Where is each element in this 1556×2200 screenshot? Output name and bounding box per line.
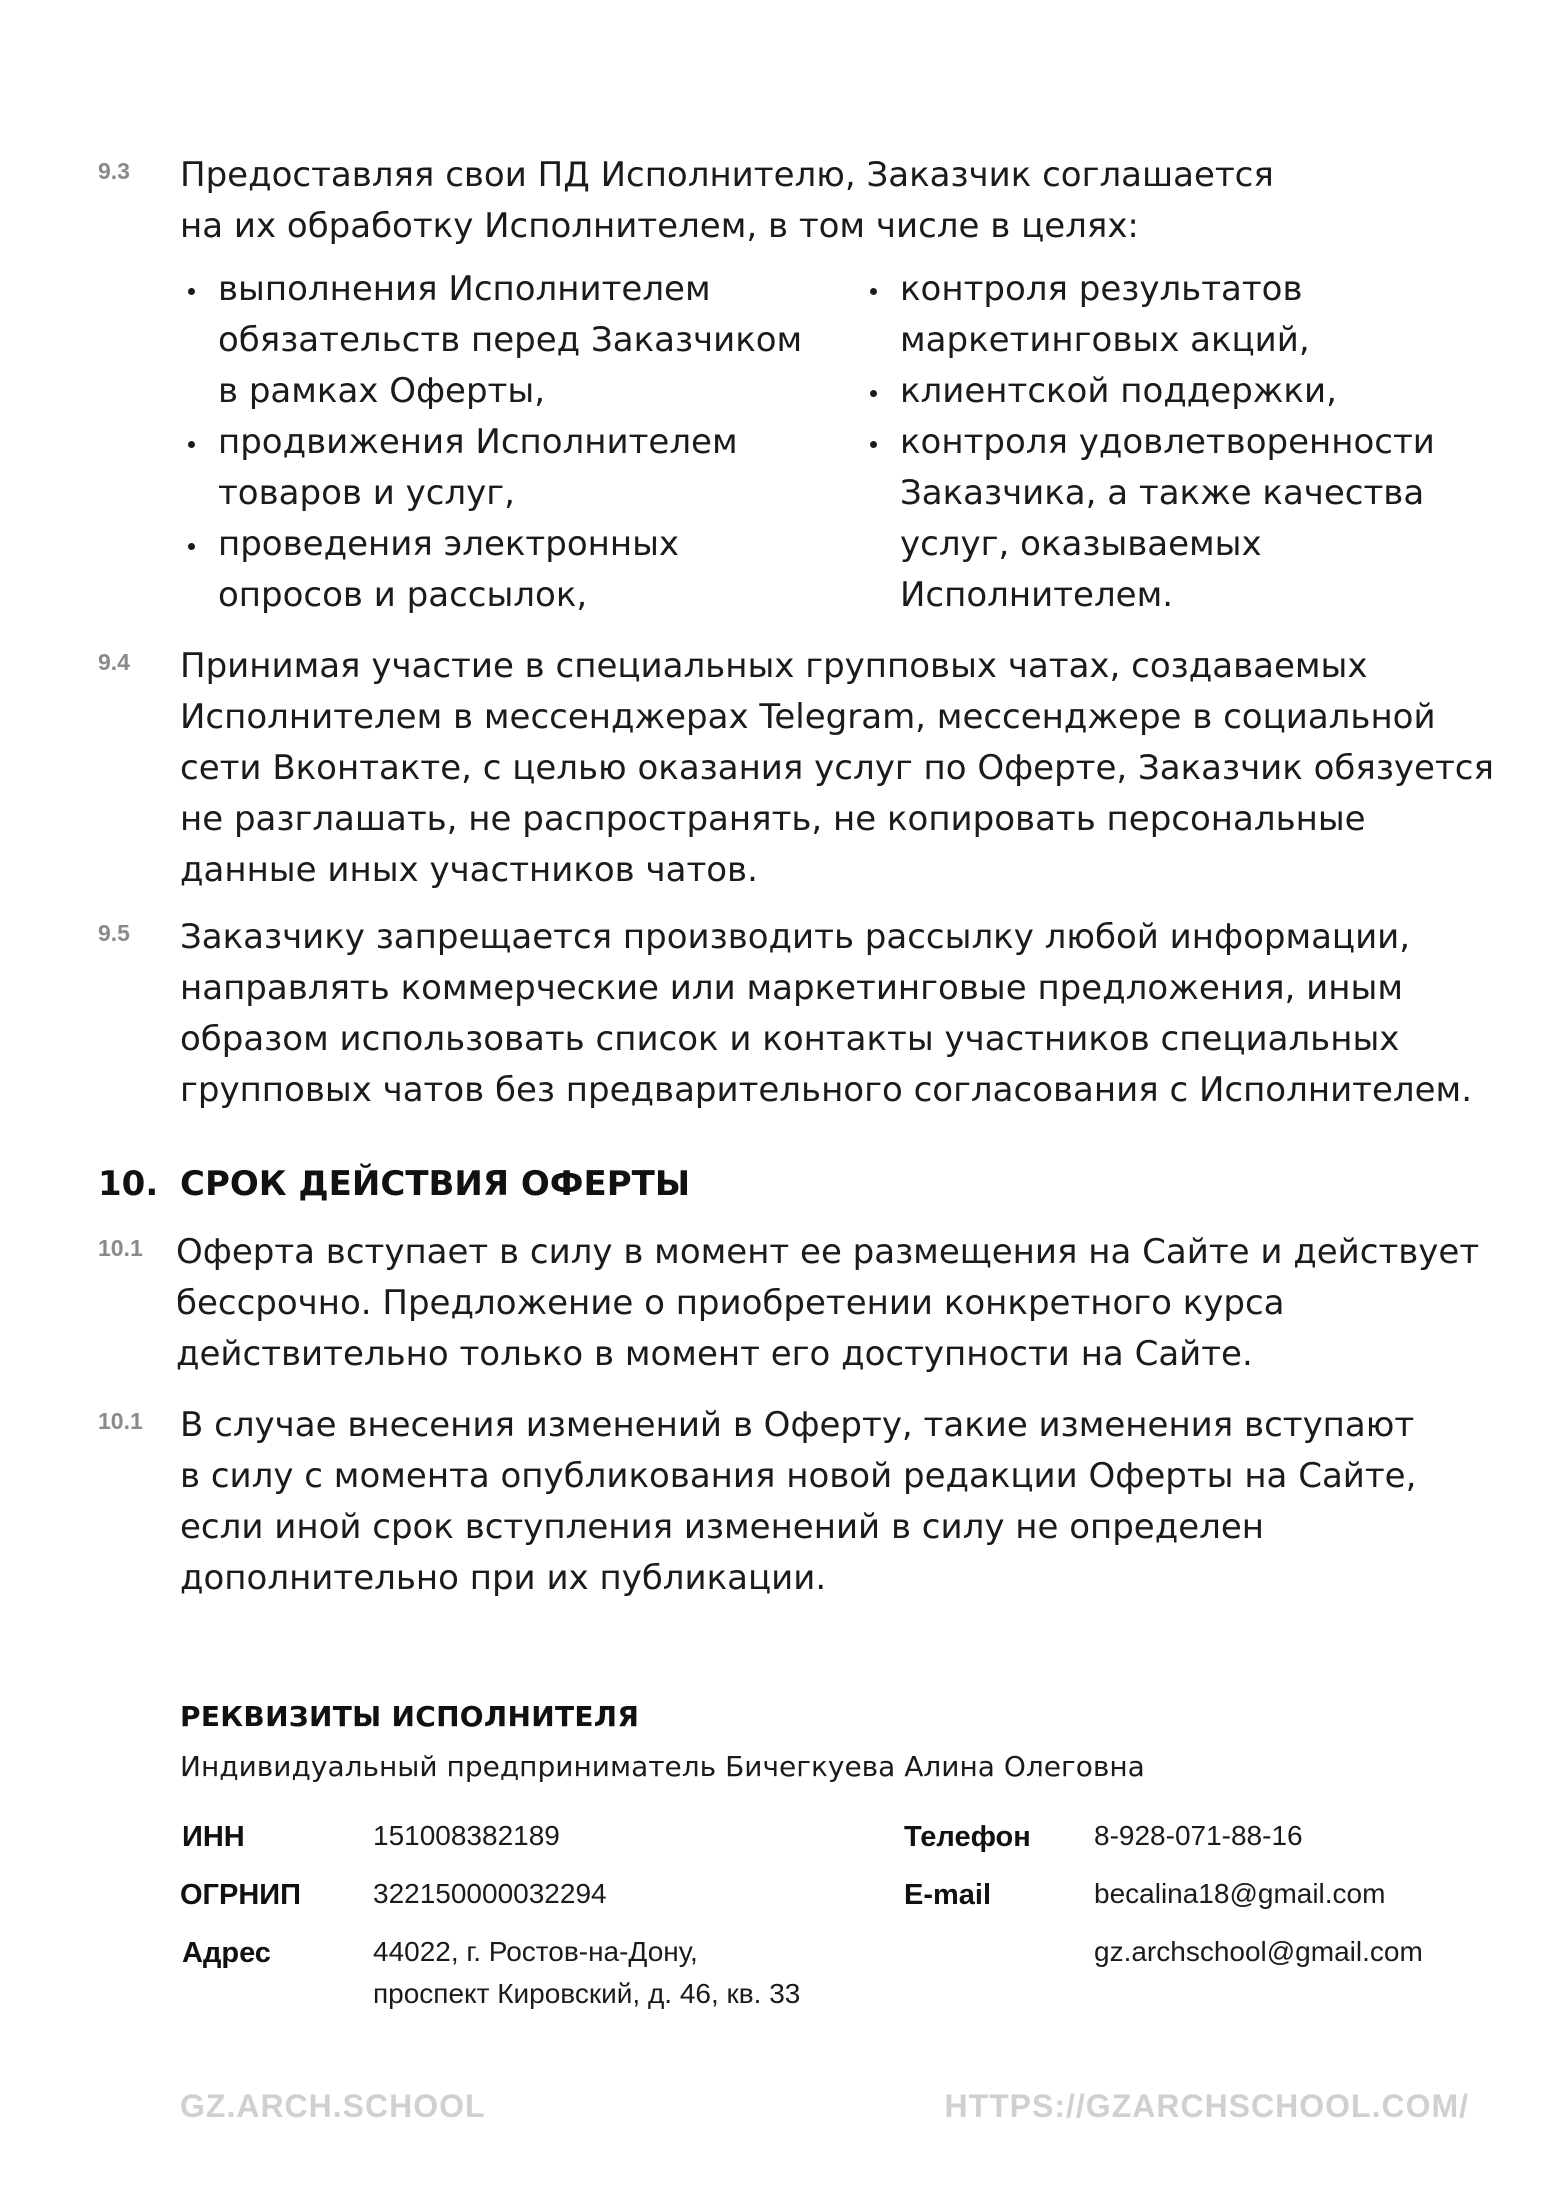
list-item: выполнения Исполнителем обязательств перед Заказчиком в рамках Оферты,	[180, 264, 802, 417]
clause-number: 9.5	[98, 920, 130, 946]
address-line-2: проспект Кировский, д. 46, кв. 33	[373, 1978, 801, 2009]
inn-value: 151008382189	[373, 1820, 560, 1851]
bullet-list-left	[180, 264, 802, 621]
ogrnip-label: ОГРНИП	[180, 1879, 301, 1911]
clause-line: на их обработку Исполнителем, в том числе в целях:	[180, 206, 1139, 246]
list-item: продвижения Исполнителем товаров и услуг,	[180, 417, 802, 519]
address-label: Адрес	[182, 1937, 271, 1969]
clause-text: Оферта вступает в силу в момент ее размещения на Сайте и действует бессрочно. Предложение о приобретении конкретного курса действительно только в момент его доступности на Сайте.	[176, 1232, 1480, 1374]
clause-line: Предоставляя свои ПД Исполнителю, Заказчик соглашается	[180, 155, 1274, 195]
requisites-title: РЕКВИЗИТЫ ИСПОЛНИТЕЛЯ	[180, 1700, 640, 1733]
bullet-list-right	[862, 264, 1435, 621]
list-item: клиентской поддержки,	[862, 366, 1435, 417]
clause-text	[180, 150, 1500, 252]
email-value-2: gz.archschool@gmail.com	[1094, 1936, 1423, 1967]
footer-brand: GZ.ARCH.SCHOOL	[180, 2088, 486, 2124]
address-line-1: 44022, г. Ростов-на-Дону,	[373, 1936, 698, 1967]
clause-text: Заказчику запрещается производить рассылку любой информации, направлять коммерческие или маркетинговые предложения, иным образом использовать список и контакты участников специальных групповых чатов без предварительного согласования с Исполнителем.	[180, 917, 1472, 1110]
list-item: проведения электронных опросов и рассылок,	[180, 519, 802, 621]
clause-text: Принимая участие в специальных групповых чатах, создаваемых Исполнителем в мессенджерах Telegram, мессенджере в социальной сети Вконтакте, с целью оказания услуг по Оферте, Заказчик обязуется не разглашать, не распространять, не копировать персональные данные иных участников чатов.	[180, 646, 1494, 890]
section-number: 10.	[98, 1164, 159, 1204]
phone-value: 8-928-071-88-16	[1094, 1820, 1303, 1851]
requisites-organization: Индивидуальный предприниматель Бичегкуева Алина Олеговна	[180, 1750, 1145, 1783]
clause-text: В случае внесения изменений в Оферту, такие изменения вступают в силу с момента опубликования новой редакции Оферты на Сайте, если иной срок вступления изменений в силу не определен дополнительно при их публикации.	[180, 1405, 1417, 1598]
section-title: СРОК ДЕЙСТВИЯ ОФЕРТЫ	[180, 1164, 691, 1204]
email-label: E-mail	[904, 1879, 992, 1911]
list-item: контроля удовлетворенности Заказчика, а также качества услуг, оказываемых Исполнителем.	[862, 417, 1435, 621]
phone-label: Телефон	[904, 1821, 1031, 1853]
clause-number: 9.4	[98, 649, 130, 675]
clause-number: 10.1	[98, 1235, 143, 1261]
footer-url: HTTPS://GZARCHSCHOOL.COM/	[944, 2088, 1469, 2124]
clause-number: 10.1	[98, 1408, 143, 1434]
email-value-1: becalina18@gmail.com	[1094, 1878, 1386, 1909]
list-item: контроля результатов маркетинговых акций,	[862, 264, 1435, 366]
ogrnip-value: 322150000032294	[373, 1878, 607, 1909]
clause-number: 9.3	[98, 158, 130, 184]
inn-label: ИНН	[182, 1821, 245, 1853]
